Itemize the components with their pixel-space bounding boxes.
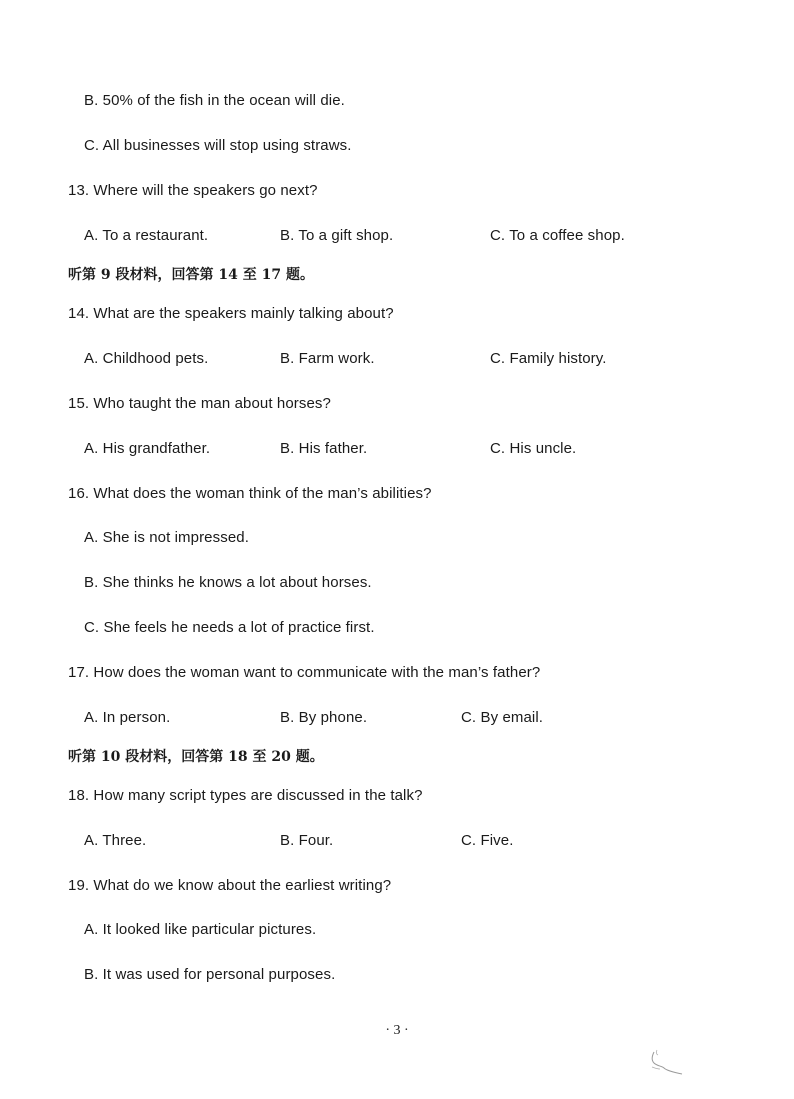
q17-option-c: C. By email. (461, 709, 544, 726)
q15-option-c: C. His uncle. (490, 440, 577, 457)
scan-mark (648, 1048, 688, 1078)
q17-option-a: A. In person. (84, 709, 171, 726)
q12-option-b: B. 50% of the fish in the ocean will die. (84, 92, 345, 109)
q14-option-a: A. Childhood pets. (84, 350, 209, 367)
q18-option-b: B. Four. (280, 832, 334, 849)
q13-option-a: A. To a restaurant. (84, 227, 209, 244)
section-10-instruction: 听第 10 段材料，回答第 18 至 20 题。 (68, 749, 324, 765)
question-16: 16. What does the woman think of the man’s abilities? (68, 485, 432, 502)
q13-option-b: B. To a gift shop. (280, 227, 394, 244)
q16-option-a: A. She is not impressed. (84, 529, 249, 546)
question-15: 15. Who taught the man about horses? (68, 395, 331, 412)
q17-option-b: B. By phone. (280, 709, 368, 726)
q19-option-b: B. It was used for personal purposes. (84, 966, 336, 983)
q15-option-b: B. His father. (280, 440, 368, 457)
q15-option-a: A. His grandfather. (84, 440, 211, 457)
q13-option-c: C. To a coffee shop. (490, 227, 625, 244)
q16-option-b: B. She thinks he knows a lot about horses. (84, 574, 372, 591)
q12-option-c: C. All businesses will stop using straws. (84, 137, 352, 154)
q14-option-b: B. Farm work. (280, 350, 375, 367)
page-number: · 3 · (385, 1023, 409, 1038)
question-14: 14. What are the speakers mainly talking about? (68, 305, 394, 322)
q19-option-a: A. It looked like particular pictures. (84, 921, 317, 938)
q14-option-c: C. Family history. (490, 350, 607, 367)
q16-option-c: C. She feels he needs a lot of practice first. (84, 619, 375, 636)
question-19: 19. What do we know about the earliest writing? (68, 877, 392, 894)
question-18: 18. How many script types are discussed in the talk? (68, 787, 423, 804)
question-17: 17. How does the woman want to communicate with the man’s father? (68, 664, 541, 681)
question-13: 13. Where will the speakers go next? (68, 182, 318, 199)
q18-option-c: C. Five. (461, 832, 514, 849)
section-9-instruction: 听第 9 段材料，回答第 14 至 17 题。 (68, 267, 314, 283)
q18-option-a: A. Three. (84, 832, 147, 849)
